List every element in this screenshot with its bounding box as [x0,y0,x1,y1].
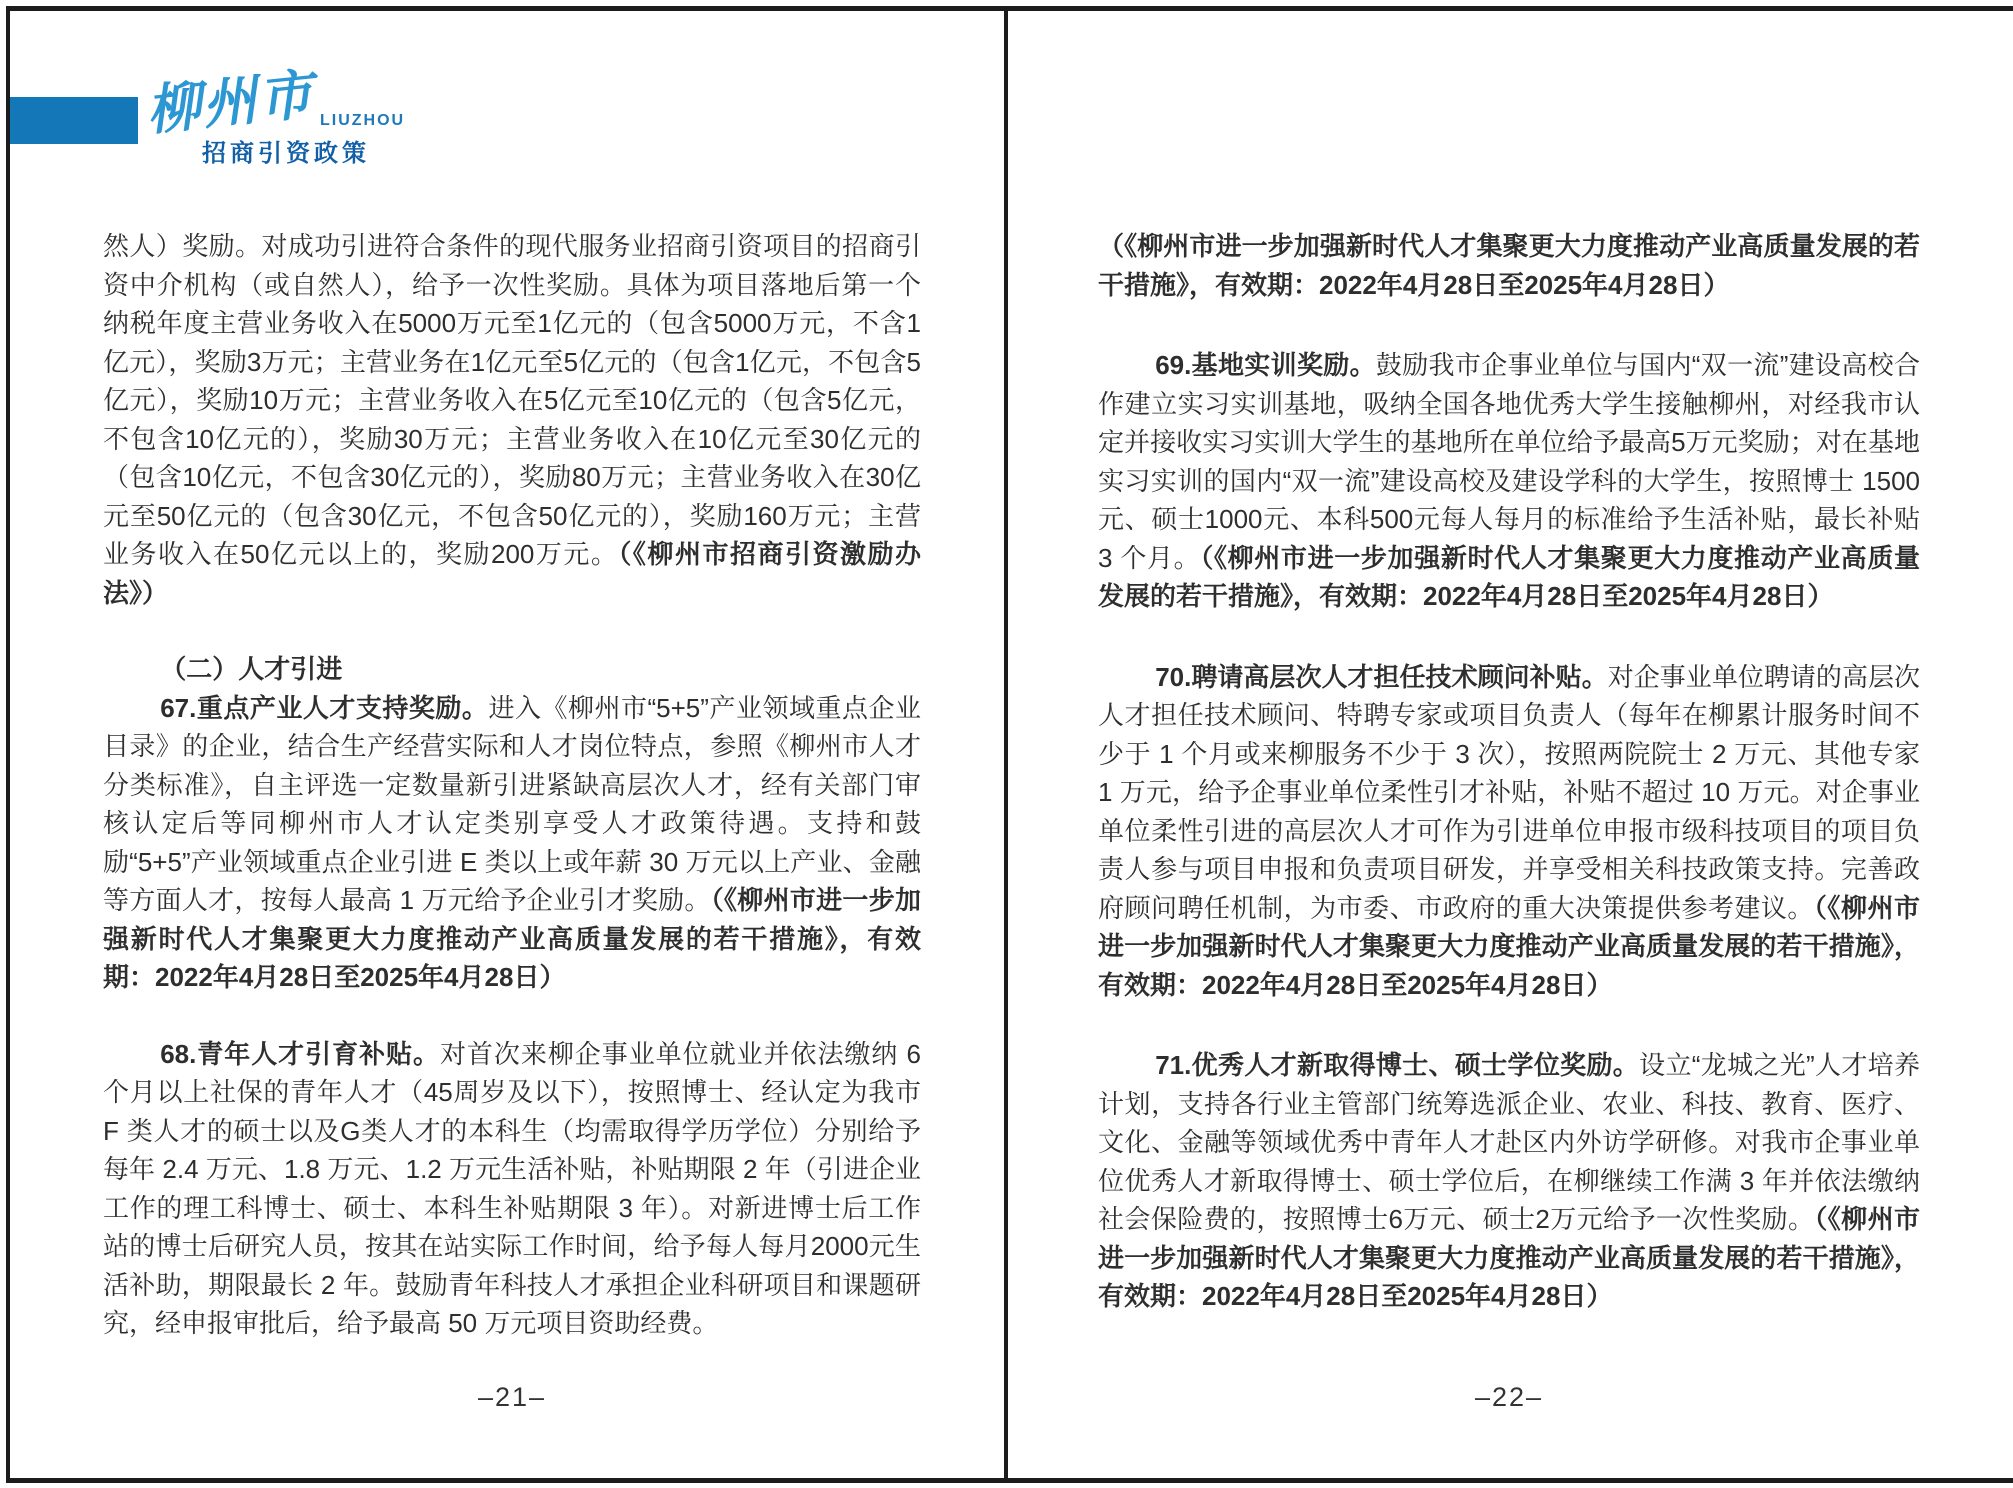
paragraph-68 [103,1035,921,1343]
paragraph-69-body: 鼓励我市企事业单位与国内“双一流”建设高校合作建立实习实训基地，吸纳全国各地优秀大学生接触柳州，对经我市认定并接收实习实训大学生的基地所在单位给予最高5万元奖励；对在基地实习实训的国内“双一流”建设高校及建设学科的大学生，按照博士 1500元、硕士1000元、本科500元每人每月的标准给予生活补贴，最长补贴 3 个月。 [1098,350,1920,573]
page-border-top [6,6,2013,11]
paragraph-70-citation: （《柳州市进一步加强新时代人才集聚更大力度推动产业高质量发展的若干措施》，有效期：2022年4月28日至2025年4月28日） [1098,892,1920,1000]
logo-city-latin: LIUZHOU [320,112,406,129]
page-left [103,227,921,1381]
paragraph-continuation-body: 然人）奖励。对成功引进符合条件的现代服务业招商引资项目的招商引资中介机构（或自然人），给予一次性奖励。具体为项目落地后第一个纳税年度主营业务收入在5000万元至1亿元的（包含5000万元，不含1亿元），奖励3万元；主营业务在1亿元至5亿元的（包含1亿元，不包含5亿元），奖励10万元；主营业务收入在5亿元至10亿元的（包含5亿元，不包含10亿元的），奖励30万元；主营业务收入在10亿元至30亿元的（包含10亿元，不包含30亿元的），奖励80万元；主营业务收入在30亿元至50亿元的（包含30亿元，不包含50亿元的），奖励160万元；主营业务收入在50亿元以上的，奖励200万元。 [103,231,921,569]
paragraph-67-body: 进入《柳州市“5+5”产业领域重点企业目录》的企业，结合生产经营实际和人才岗位特点，参照《柳州市人才分类标准》，自主评选一定数量新引进紧缺高层次人才，经有关部门审核认定后等同柳州市人才认定类别享受人才政策待遇。支持和鼓励“5+5”产业领域重点企业引进 E 类以上或年薪 30 万元以上产业、金融等方面人才，按每人最高 1 万元给予企业引才奖励。 [103,692,921,915]
logo-city-name: 柳州市 [143,64,318,142]
paragraph-continuation-citation: （《柳州市招商引资激励办法》） [103,539,921,608]
page-number-left: –21– [477,1382,547,1412]
paragraph-71-citation: （《柳州市进一步加强新时代人才集聚更大力度推动产业高质量发展的若干措施》，有效期：2022年4月28日至2025年4月28日） [1098,1204,1920,1311]
section-heading-talent: （二）人才引进 [160,654,343,684]
paragraph-69 [1098,346,1920,616]
paragraph-69-citation: （《柳州市进一步加强新时代人才集聚更大力度推动产业高质量发展的若干措施》，有效期：2022年4月28日至2025年4月28日） [1098,542,1920,611]
paragraph-68-lead: 68.青年人才引育补贴。 [160,1038,440,1069]
logo-accent-bar [10,97,138,144]
paragraph-70-body: 对企事业单位聘请的高层次人才担任技术顾问、特聘专家或项目负责人（每年在柳累计服务时间不少于 1 个月或来柳服务不少于 3 次），按照两院院士 2 万元、其他专家 1 万元，给予企事业单位柔性引才补贴，补贴不超过 10 万元。对企事业单位柔性引进的高层次人才可作为引进单位申报市级科技项目的项目负责人参与项目申报和负责项目研发，并享受相关科技政策支持。完善政府顾问聘任机制，为市委、市政府的重大决策提供参考建议。 [1098,661,1920,923]
paragraph-67 [103,689,921,997]
paragraph-67-lead: 67.重点产业人才支持奖励。 [160,692,489,723]
page-right [1098,227,1920,1358]
carryover-citation-text: （《柳州市进一步加强新时代人才集聚更大力度推动产业高质量发展的若干措施》，有效期：2022年4月28日至2025年4月28日） [1098,231,1920,300]
paragraph-71-body: 设立“龙城之光”人才培养计划，支持各行业主管部门统筹选派企业、农业、科技、教育、医疗、文化、金融等领域优秀中青年人才赴区内外访学研修。对我市企事业单位优秀人才新取得博士、硕士学位后，在柳继续工作满 3 年并依法缴纳社会保险费的，按照博士6万元、硕士2万元给予一次性奖励。 [1098,1050,1920,1234]
logo-subtitle: 招商引资政策 [202,140,370,167]
page-border-left [6,6,10,1483]
paragraph-71-lead: 71.优秀人才新取得博士、硕士学位奖励。 [1155,1050,1640,1080]
liuzhou-logo [143,60,406,168]
page-number-right: –22– [1474,1382,1544,1412]
paragraph-68-body: 对首次来柳企事业单位就业并依法缴纳 6 个月以上社保的青年人才（45周岁及以下），按照博士、经认定为我市 F 类人才的硕士以及G类人才的本科生（均需取得学历学位）分别给予每年 2.4 万元、1.8 万元、1.2 万元生活补贴，补贴期限 2 年（引进企业工作的理工科博士、硕士、本科生补贴期限 3 年）。对新进博士后工作站的博士后研究人员，按其在站实际工作时间，给予每人每月2000元生活补助，期限最长 2 年。鼓励青年科技人才承担企业科研项目和课题研究，经申报审批后，给予最高 50 万元项目资助经费。 [103,1038,921,1338]
paragraph-69-citation-carryover [1098,227,1920,304]
page-border-bottom [6,1478,2013,1483]
page-divider [1004,9,1008,1478]
paragraph-71 [1098,1046,1920,1316]
paragraph-70 [1098,658,1920,1005]
paragraph-69-lead: 69.基地实训奖励。 [1155,350,1376,380]
paragraph-70-lead: 70.聘请高层次人才担任技术顾问补贴。 [1155,661,1608,692]
paragraph-67-citation: （《柳州市进一步加强新时代人才集聚更大力度推动产业高质量发展的若干措施》，有效期：2022年4月28日至2025年4月28日） [103,885,921,992]
paragraph-continuation [103,227,921,612]
